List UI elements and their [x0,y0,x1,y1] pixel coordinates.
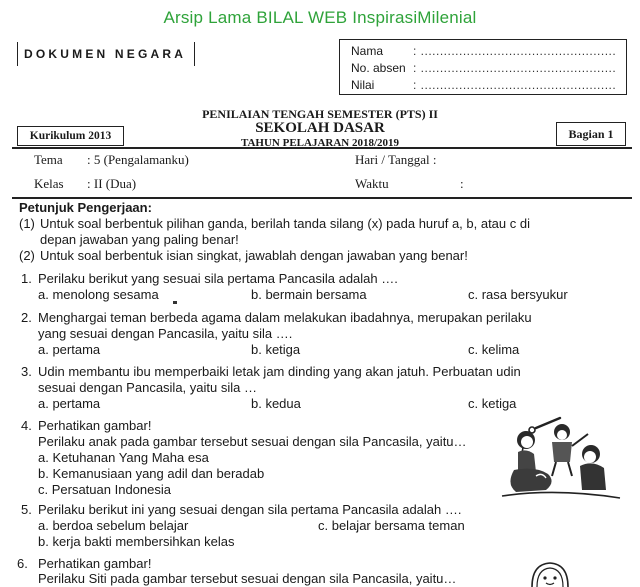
question-4-option-c[interactable]: c. Persatuan Indonesia [38,482,171,497]
question-1-option-c[interactable]: c. rasa bersyukur [468,287,568,302]
id-dots: : ................................................... [413,44,617,58]
question-3-number: 3. [21,364,32,379]
instruction-2-text: Untuk soal berbentuk isian singkat, jawablah dengan jawaban yang benar! [40,248,468,263]
question-2-number: 2. [21,310,32,325]
question-3-option-a[interactable]: a. pertama [38,396,101,411]
instruction-1-text: Untuk soal berbentuk pilihan ganda, berilah tanda silang (x) pada huruf a, b, atau c di [40,216,530,231]
tema-value: : 5 (Pengalamanku) [87,152,189,167]
id-row-no-absen [351,60,616,76]
instructions-title: Petunjuk Pengerjaan: [19,200,152,215]
question-1-text: Perilaku berikut yang sesuai sila pertama Pancasila adalah …. [38,271,398,286]
ink-speck [173,301,177,304]
question-3-text-line-1: Udin membantu ibu memperbaiki letak jam dinding yang akan jatuh. Perbuatan udin [38,364,521,379]
question-5-text: Perilaku berikut ini yang sesuai dengan sila pertama Pancasila adalah …. [38,502,462,517]
id-row-nama [351,43,616,59]
divider [12,197,632,199]
question-2-option-b[interactable]: b. ketiga [251,342,301,357]
instruction-2-num: (2) [19,248,35,263]
id-label: Nilai [351,78,375,92]
question-6-text-line-2: Perilaku Siti pada gambar tersebut sesuai dengan sila Pancasila, yaitu… [38,571,457,586]
student-id-box [339,39,627,95]
tema-label: Tema [34,152,63,167]
question-6-text-line-1: Perhatikan gambar! [38,556,152,571]
instruction-1-num: (1) [19,216,35,231]
id-label: No. absen [351,61,406,75]
id-dots: : ................................................... [413,78,617,92]
question-2-option-a[interactable]: a. pertama [38,342,101,357]
question-4-option-b[interactable]: b. Kemanusiaan yang adil dan beradab [38,466,265,481]
question-5-option-c[interactable]: c. belajar bersama teman [318,518,465,533]
question-5-option-b[interactable]: b. kerja bakti membersihkan kelas [38,534,235,549]
question-3-option-c[interactable]: c. ketiga [468,396,517,411]
id-label: Nama [351,44,384,58]
question-5-option-a[interactable]: a. berdoa sebelum belajar [38,518,189,533]
question-5-number: 5. [21,502,32,517]
question-3-option-b[interactable]: b. kedua [251,396,301,411]
question-4-text-line-1: Perhatikan gambar! [38,418,152,433]
children-playing-illustration [496,410,628,502]
kurikulum-box: Kurikulum 2013 [17,126,124,146]
question-4-number: 4. [21,418,32,433]
question-6-number: 6. [17,556,28,571]
watermark-text: Arsip Lama BILAL WEB InspirasiMilenial [163,8,477,27]
kelas-value: : II (Dua) [87,176,137,191]
question-2-text-line-2: yang sesuai dengan Pancasila, yaitu sila …. [38,326,293,341]
id-dots: : ................................................... [413,61,617,75]
girl-headscarf-illustration [528,560,572,587]
school-title: SEKOLAH DASAR [255,120,385,136]
question-1-number: 1. [21,271,32,286]
question-4-option-a[interactable]: a. Ketuhanan Yang Maha esa [38,450,209,465]
year-title: TAHUN PELAJARAN 2018/2019 [240,137,400,149]
waktu-label: Waktu [355,176,389,191]
question-2-text-line-1: Menghargai teman berbeda agama dalam melakukan ibadahnya, merupakan perilaku [38,310,532,325]
waktu-colon: : [460,176,464,191]
kelas-label: Kelas [34,176,64,191]
bagian-box: Bagian 1 [556,122,626,146]
question-1-option-a[interactable]: a. menolong sesama [38,287,159,302]
dokumen-negara-label: DOKUMEN NEGARA [17,42,195,66]
question-3-text-line-2: sesuai dengan Pancasila, yaitu sila … [38,380,257,395]
divider [12,147,632,149]
exam-title: PENILAIAN TENGAH SEMESTER (PTS) II [202,107,438,121]
id-row-nilai [351,77,616,93]
question-1-option-b[interactable]: b. bermain bersama [251,287,367,302]
question-4-text-line-2: Perilaku anak pada gambar tersebut sesuai dengan sila Pancasila, yaitu… [38,434,467,449]
instruction-1-cont: depan jawaban yang paling benar! [40,232,239,247]
hari-label: Hari / Tanggal : [355,152,437,167]
question-2-option-c[interactable]: c. kelima [468,342,520,357]
